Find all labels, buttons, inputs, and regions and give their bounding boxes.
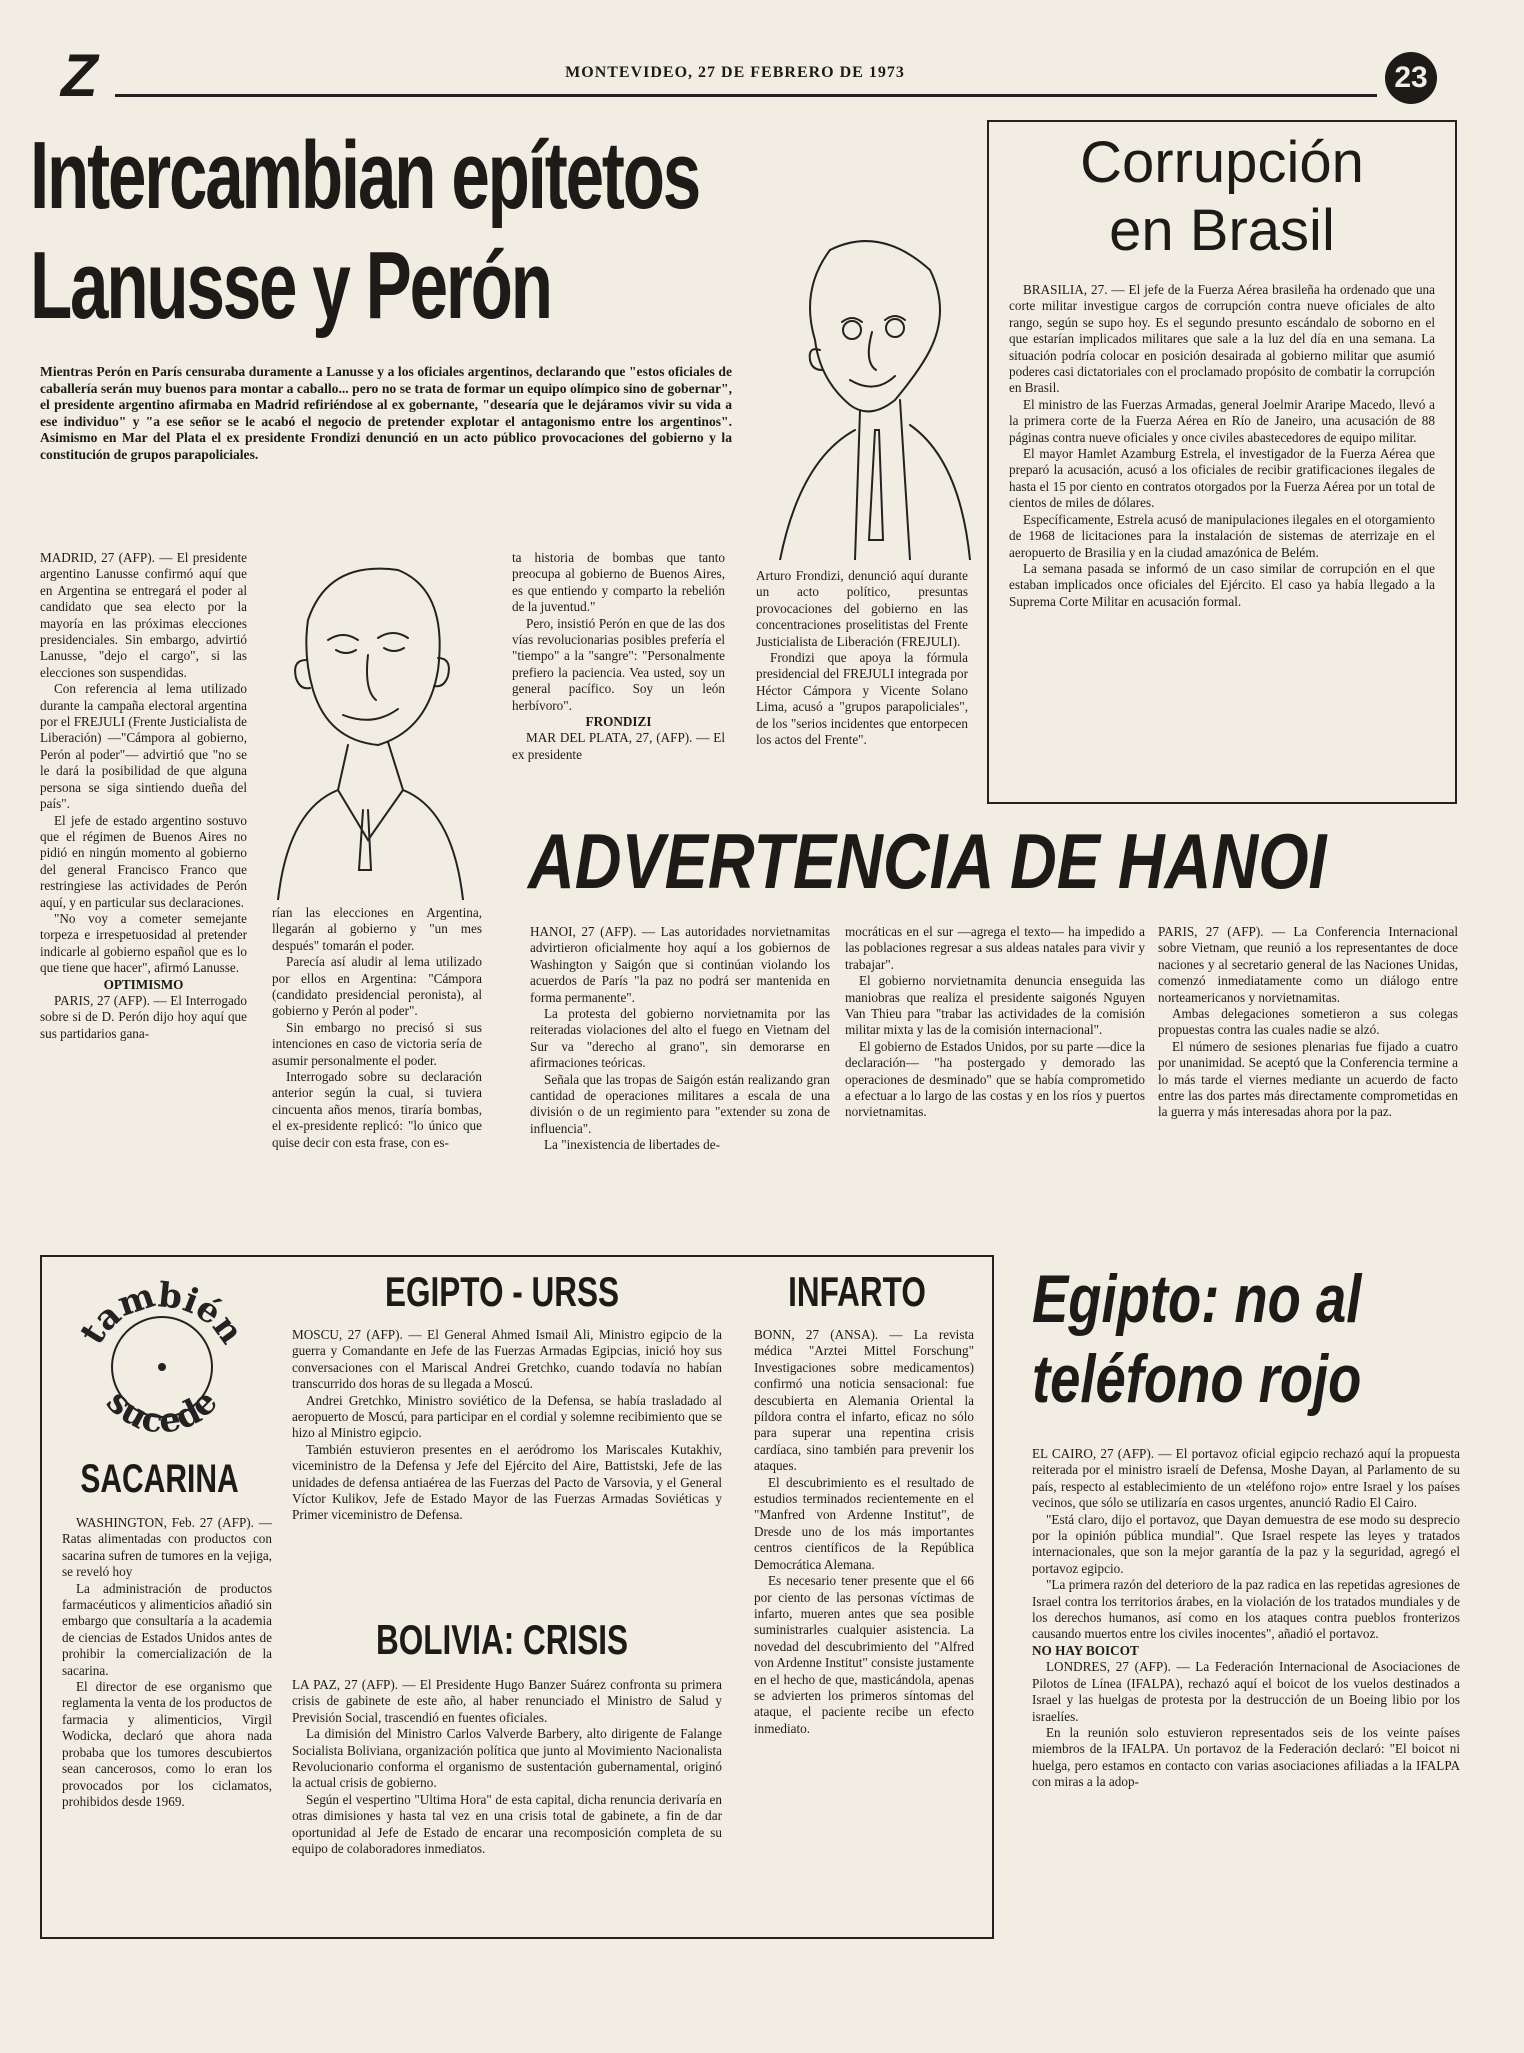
- brasil-headline-line2: en Brasil: [1109, 198, 1335, 263]
- brasil-para: BRASILIA, 27. — El jefe de la Fuerza Aérea brasileña ha ordenado que una corte militar investigue cargos de corrupción contra nueve oficiales de alto rango, según se supo hoy. Es el segundo presunto escándalo de soborno en el que estarían implicados militares que sale a la luz del día en una semana. La situación podría colocar en posición desairada al gobierno militar que asumió poderes casi dictatoriales con el proclamado propósito de combatir la corrupción en Brasil.: [1009, 282, 1435, 396]
- egipto-subhead: NO HAY BOICOT: [1032, 1642, 1139, 1658]
- sacarina-para: WASHINGTON, Feb. 27 (AFP). — Ratas alimentadas con productos con sacarina sufren de tumores en la vejiga, se reveló hoy: [62, 1515, 272, 1580]
- masthead: [55, 40, 1455, 110]
- hanoi-col1-para: La "inexistencia de libertades de-: [544, 1137, 721, 1153]
- egipto-para: En la reunión solo estuvieron representados seis de los veinte países miembros de la IFALPA. Un portavoz de la Federación declaró: "El boicot ni huelga, pero estamos en contacto con varias asociaciones afiliadas a la IFALPA con miras a la adop-: [1032, 1724, 1460, 1790]
- brasil-body: [1009, 282, 1435, 610]
- lead-col2-para: Interrogado sobre su declaración anterior según la cual, si tuviera cincuenta años menos, tiraría bombas, el ex-presidente replicó: "lo único que quise decir con esta frase, con es-: [272, 1069, 482, 1150]
- hanoi-col1-para: HANOI, 27 (AFP). — Las autoridades norvietnamitas advirtieron oficialmente hoy aquí a los gobiernos de Washington y Saigón que si continúan violando los acuerdos de París "la paz no podrá ser mantenida en forma permanente".: [530, 924, 830, 1005]
- brasil-para: El ministro de las Fuerzas Armadas, general Joelmir Araripe Macedo, llevó a la primera corte de la Fuerza Aérea en Río de Janeiro, una acusación de 88 páginas contra nueve oficiales y once civiles abastecedores de equipo militar.: [1009, 396, 1435, 445]
- hanoi-col2-para: mocráticas en el sur —agrega el texto— ha impedido a las poblaciones regresar a sus aldeas natales para vivir y trabajar".: [845, 924, 1145, 972]
- frondizi-caricature: [760, 230, 980, 560]
- infarto-para: El descubrimiento es el resultado de estudios terminados recientemente en el "Manfred von Ardenne Institut", de Dresde uno de los más importantes centros científicos de la República Democrática Alemana.: [754, 1474, 974, 1572]
- bolivia-headline: BOLIVIA: CRISIS: [375, 1616, 629, 1663]
- lead-column-1: [40, 550, 247, 1042]
- sacarina-para: La administración de productos farmacéuticos y alimenticios añadió sin embargo que consultaría a la academia de ciencias de Estados Unidos antes de prohibir la comercialización de la sacarina.: [62, 1580, 272, 1678]
- peron-caricature: [268, 560, 468, 900]
- infarto-headline: INFARTO: [788, 1268, 926, 1315]
- lead-col3-para: Pero, insistió Perón en que de las dos vías revolucionarias posibles prefería el "tiempo" a la "sangre": "Personalmente prefiero la paciencia. Vea usted, soy un general pacífico. Soy un león herbívoro".: [512, 615, 725, 713]
- hanoi-col3-para: Ambas delegaciones sometieron a sus colegas propuestas contra las cuales nadie se alzó.: [1158, 1006, 1458, 1038]
- hanoi-col1-para: Señala que las tropas de Saigón están realizando gran cantidad de operaciones militares a escala de una división o de un regimiento para "extender su zona de influencia".: [530, 1071, 830, 1136]
- brasil-para: La semana pasada se informó de un caso similar de corrupción en el que estaban implicados once oficiales del Ejército. El caso ya había llegado a la Suprema Corte Militar en acusación formal.: [1009, 560, 1435, 609]
- hanoi-column-2: [845, 924, 1145, 1121]
- infarto-para: Es necesario tener presente que el 66 por ciento de las personas víctimas de infarto, mueren antes que sea posible suministrarles cualquier asistencia. La novedad del descubrimiento del "Alfred von Ardenne Institut" consiste justamente en el hecho de que, masticándola, apenas se advierten los primeros síntomas del ataque, el paciente recibe un efecto inmediato.: [754, 1573, 975, 1736]
- lead-col2-para: Parecía así aludir al lema utilizado por ellos en Argentina: "Cámpora (candidato presidencial peronista), al gobierno y Perón al poder".: [272, 954, 482, 1019]
- lead-headline-line2: Lanusse y Perón: [30, 232, 551, 339]
- stamp-text-top: también: [72, 1275, 252, 1352]
- hanoi-column-3: [1158, 924, 1458, 1121]
- hanoi-col1-para: La protesta del gobierno norvietnamita por las reiteradas violaciones del alto el fuego en Vietnam del Sur va "derecho al grano", sin demorarse en afirmaciones teóricas.: [530, 1006, 830, 1071]
- lead-col3-subhead: FRONDIZI: [585, 714, 652, 730]
- page-number-badge: 23: [1385, 52, 1437, 104]
- egipto-para: "Está claro, dijo el portavoz, que Dayan demuestra de ese modo su desprecio por la opinión pública mundial". Que Israel respete las leyes y tratados internacionales, que son la mejor garantía de la paz y la seguridad, agregó el portavoz egipcio.: [1032, 1511, 1460, 1576]
- bolivia-body: [292, 1677, 722, 1857]
- lead-column-2: [272, 905, 482, 1151]
- lead-column-3: [512, 550, 725, 763]
- sacarina-para: El director de ese organismo que reglamenta la venta de los productos de farmacia y alimenticios, Virgil Wodicka, declaró que ahora nada probaba que los tumores descubiertos sean cancerosos, como lo eran los provocados por los ciclamatos, prohibidos desde 1969.: [62, 1679, 272, 1809]
- lead-headline-line1: Intercambian epítetos: [30, 122, 700, 229]
- lead-col1-para: El jefe de estado argentino sostuvo que el régimen de Buenos Aires no pidió en ningún momento al gobierno del general Francisco Franco que restringiese las actividades de Perón aquí, y en particular sus declaraciones.: [40, 812, 247, 910]
- infarto-body: [754, 1327, 974, 1737]
- egipto-para: EL CAIRO, 27 (AFP). — El portavoz oficial egipcio rechazó aquí la propuesta reiterada por el ministro israelí de Defensa, Moshe Dayan, al Parlamento de su país, respecto al establecimiento de un «teléfono rojo» entre Israel y los países vecinos, que sólo se utilizaría en casos urgentes, anunció Radio El Cairo.: [1032, 1446, 1460, 1511]
- brasil-headline-line1: Corrupción: [1080, 130, 1364, 195]
- bolivia-para: LA PAZ, 27 (AFP). — El Presidente Hugo Banzer Suárez confronta su primera crisis de gabinete de este año, al haber renunciado el Ministro de Salud y Previsión Social, trascendió en fuentes oficiales.: [292, 1677, 722, 1725]
- hanoi-col3-para: PARIS, 27 (AFP). — La Conferencia Internacional sobre Vietnam, que reunió a los representantes de doce naciones y al secretario general de las Naciones Unidas, comenzó inmediatamente como un diálogo entre norteamericanos y norvietnamitas.: [1158, 924, 1458, 1005]
- stamp-text-bottom: sucede: [98, 1381, 226, 1442]
- brasil-para: Específicamente, Estrela acusó de manipulaciones ilegales en el otorgamiento de 1968 de licitaciones para la instalación de sistemas de aterrizaje en el aeropuerto de Brasilia y en la ciudad amazónica de Belém.: [1009, 511, 1435, 560]
- lead-col3-para: ta historia de bombas que tanto preocupa al gobierno de Buenos Aires, es que entiendo y comparto la rebelión de la juventud.": [512, 550, 725, 615]
- egipto-para: LONDRES, 27 (AFP). — La Federación Internacional de Asociaciones de Pilotos de Línea (IFALPA), rechazó aquí el boicot de los vuelos destinados a Israel y las huelgas de protesta por la destrucción de un Boeing libio por los israelíes.: [1032, 1659, 1460, 1724]
- masthead-rule: [115, 94, 1377, 97]
- lead-col2-para: rían las elecciones en Argentina, llegarán al gobierno y "un mes después" tomarán el poder.: [272, 905, 482, 953]
- sacarina-headline: SACARINA: [80, 1457, 239, 1501]
- egipto-para: "La primera razón del deterioro de la paz radica en las repetidas agresiones de Israel contra los territorios árabes, en la violación de los tratados mundiales y de los derechos humanos, así como en los ataques contra pueblos fronterizos causando muertos entre los civiles inocentes", añadió el portavoz.: [1032, 1577, 1460, 1642]
- hanoi-headline: ADVERTENCIA DE HANOI: [528, 817, 1327, 905]
- infarto-para: BONN, 27 (ANSA). — La revista médica "Arztei Mittel Forschung" Investigaciones sobre medicamentos) confirmó una noticia sensacional: fue descubierta en Alemania Oriental la píldora contra el infarto, eficaz no sólo para superar una repentina crisis cardíaca, sino también para prevenir los ataques.: [754, 1327, 974, 1474]
- brasil-para: El mayor Hamlet Azamburg Estrela, el investigador de la Fuerza Aérea que preparó la acusación, acusó a los oficiales de recibir gratificaciones ilegales de hasta el 15 por ciento en contratos otorgados por la Fuerza Aérea por un total de cientos de miles de dólares.: [1009, 446, 1435, 511]
- lead-column-4: [756, 568, 968, 748]
- hanoi-col2-para: El gobierno norvietnamita denuncia enseguida las maniobras que realiza el presidente saigonés Nguyen Van Thieu para "trabar las actividades de la comisión militar mixta y las de la comisión internacional".: [845, 973, 1145, 1038]
- lead-col4-para: Frondizi que apoya la fórmula presidencial del FREJULI integrada por Héctor Cámpora y Vicente Solano Lima, acusó a "grupos parapoliciales", de los "serios incidentes que entorpecen los actos del Frente".: [756, 650, 968, 748]
- egipto-urss-para: MOSCU, 27 (AFP). — El General Ahmed Ismail Ali, Ministro egipcio de la guerra y Comandante en Jefe de las Fuerzas Armadas Egipcias, inició hoy sus conversaciones con el Mariscal Andrei Gretchko, cuando todavía no habían transcurrido dos horas de su llegada a Moscú.: [292, 1327, 722, 1392]
- lead-col1-para: "No voy a cometer semejante torpeza e irrespetuosidad al pretender indicarle al gobierno español que es lo que tiene que hacer", afirmó Lanusse.: [40, 910, 247, 976]
- tambien-sucede-stamp: [62, 1267, 262, 1457]
- egipto-headline-line2: teléfono rojo: [1032, 1341, 1362, 1417]
- lead-col1-para: PARIS, 27 (AFP). — El Interrogado sobre si de D. Perón dijo hoy aquí que sus partidarios gana-: [40, 992, 247, 1041]
- egipto-urss-para: Andrei Gretchko, Ministro soviético de la Defensa, se había trasladado al aeropuerto de Moscú, para participar en el cordial y solemne recibimiento que se hizo al Ministro egipcio.: [292, 1392, 722, 1441]
- egipto-urss-para: También estuvieron presentes en el aeródromo los Mariscales Kutakhiv, viceministro de la Defensa y Jefe del Ejército del Aire, Battistski, Jefe de las unidades de defensa antiaérea de las Fuerzas del Pacto de Varsovia, y el General Víctor Kulikov, Jefe de Estado Mayor de las Fuerzas Armadas Soviéticas y Primer viceministro de Defensa.: [292, 1441, 722, 1523]
- lead-col1-para: Con referencia al lema utilizado durante la campaña electoral argentina por el FREJULI (Frente Justicialista de Liberación) —"Cámpora al gobierno, Perón al poder"— advirtió que "no se le dará la posibilidad de que alguna persona se siga sintiendo dueña del país".: [40, 681, 247, 812]
- lead-intro: Mientras Perón en París censuraba duramente a Lanusse y a los oficiales argentinos, declarando que "estos oficiales de caballería serán muy buenos para montar a caballo... pero no se trata de formar un equipo olímpico sino de gobernar", el presidente argentino afirmaba en Madrid refiriéndose al ex gobernante, "desearía que le dejáramos vivir su vida a ese individuo" y "a ese señor se le acabó el negocio de pretender explotar el antagonismo entre los argentinos". Asimismo en Mar del Plata el ex presidente Frondizi denunció en un acto público provocaciones del gobierno y la constitución de grupos parapoliciales.: [40, 364, 732, 462]
- sacarina-body: [62, 1515, 272, 1810]
- hanoi-col3-para: El número de sesiones plenarias fue fijado a cuatro por unanimidad. Se aceptó que la Conferencia termine a lo más tarde el viernes mediante un acuerdo de facto entre las dos partes más directamente comprometidas en la guerra y más interesadas ahora por la paz.: [1158, 1038, 1458, 1120]
- dateline: MONTEVIDEO, 27 DE FEBRERO DE 1973: [565, 64, 905, 81]
- bolivia-para: Según el vespertino "Ultima Hora" de esta capital, dicha renuncia derivaría en otras dimisiones y hasta tal vez en una crisis total de gabinete, a fin de dar oportunidad al Jefe de Estado de encarar una recomposición completa de su equipo de colaboradores inmediatos.: [292, 1791, 722, 1857]
- lead-col1-subhead: OPTIMISMO: [103, 976, 184, 992]
- egipto-body: [1032, 1446, 1460, 1791]
- newspaper-logo-mark: Z: [61, 42, 98, 109]
- egipto-urss-body: [292, 1327, 722, 1524]
- brasil-box: [987, 120, 1457, 804]
- tambien-sucede-box: [40, 1255, 994, 1939]
- hanoi-col2-para: El gobierno de Estados Unidos, por su parte —dice la declaración— "ha postergado y demorado las operaciones de desminado" que se había comprometido a efectuar a lo largo de las costas y en los ríos y puertos norvietnamitas.: [845, 1038, 1145, 1120]
- hanoi-column-1: [530, 924, 830, 1154]
- egipto-headline-line1: Egipto: no al: [1032, 1261, 1362, 1337]
- lead-col2-para: Sin embargo no precisó si sus intenciones en caso de victoria sería de asumir personalmente el poder.: [272, 1019, 482, 1068]
- bolivia-para: La dimisión del Ministro Carlos Valverde Barbery, alto dirigente de Falange Socialista Boliviana, organización política que junto al Movimiento Nacionalista Revolucionario conforma el organismo de sustentación gubernamental, originó la actual crisis de gobierno.: [292, 1726, 722, 1791]
- lead-col3-para: MAR DEL PLATA, 27, (AFP). — El ex presidente: [512, 730, 725, 762]
- egipto-urss-headline: EGIPTO - URSS: [385, 1268, 619, 1315]
- lead-col1-para: MADRID, 27 (AFP). — El presidente argentino Lanusse confirmó aquí que en Argentina se entregará el poder al candidato que sea electo por la mayoría en las próximas elecciones presidenciales. Sin embargo, advirtió Lanusse, "dejo el cargo", si las elecciones son suspendidas.: [40, 550, 247, 680]
- lead-col4-para: Arturo Frondizi, denunció aquí durante un acto político, presuntas provocaciones del gobierno en las concentraciones proselitistas del Frente Justicialista de Liberación (FREJULI).: [756, 568, 968, 649]
